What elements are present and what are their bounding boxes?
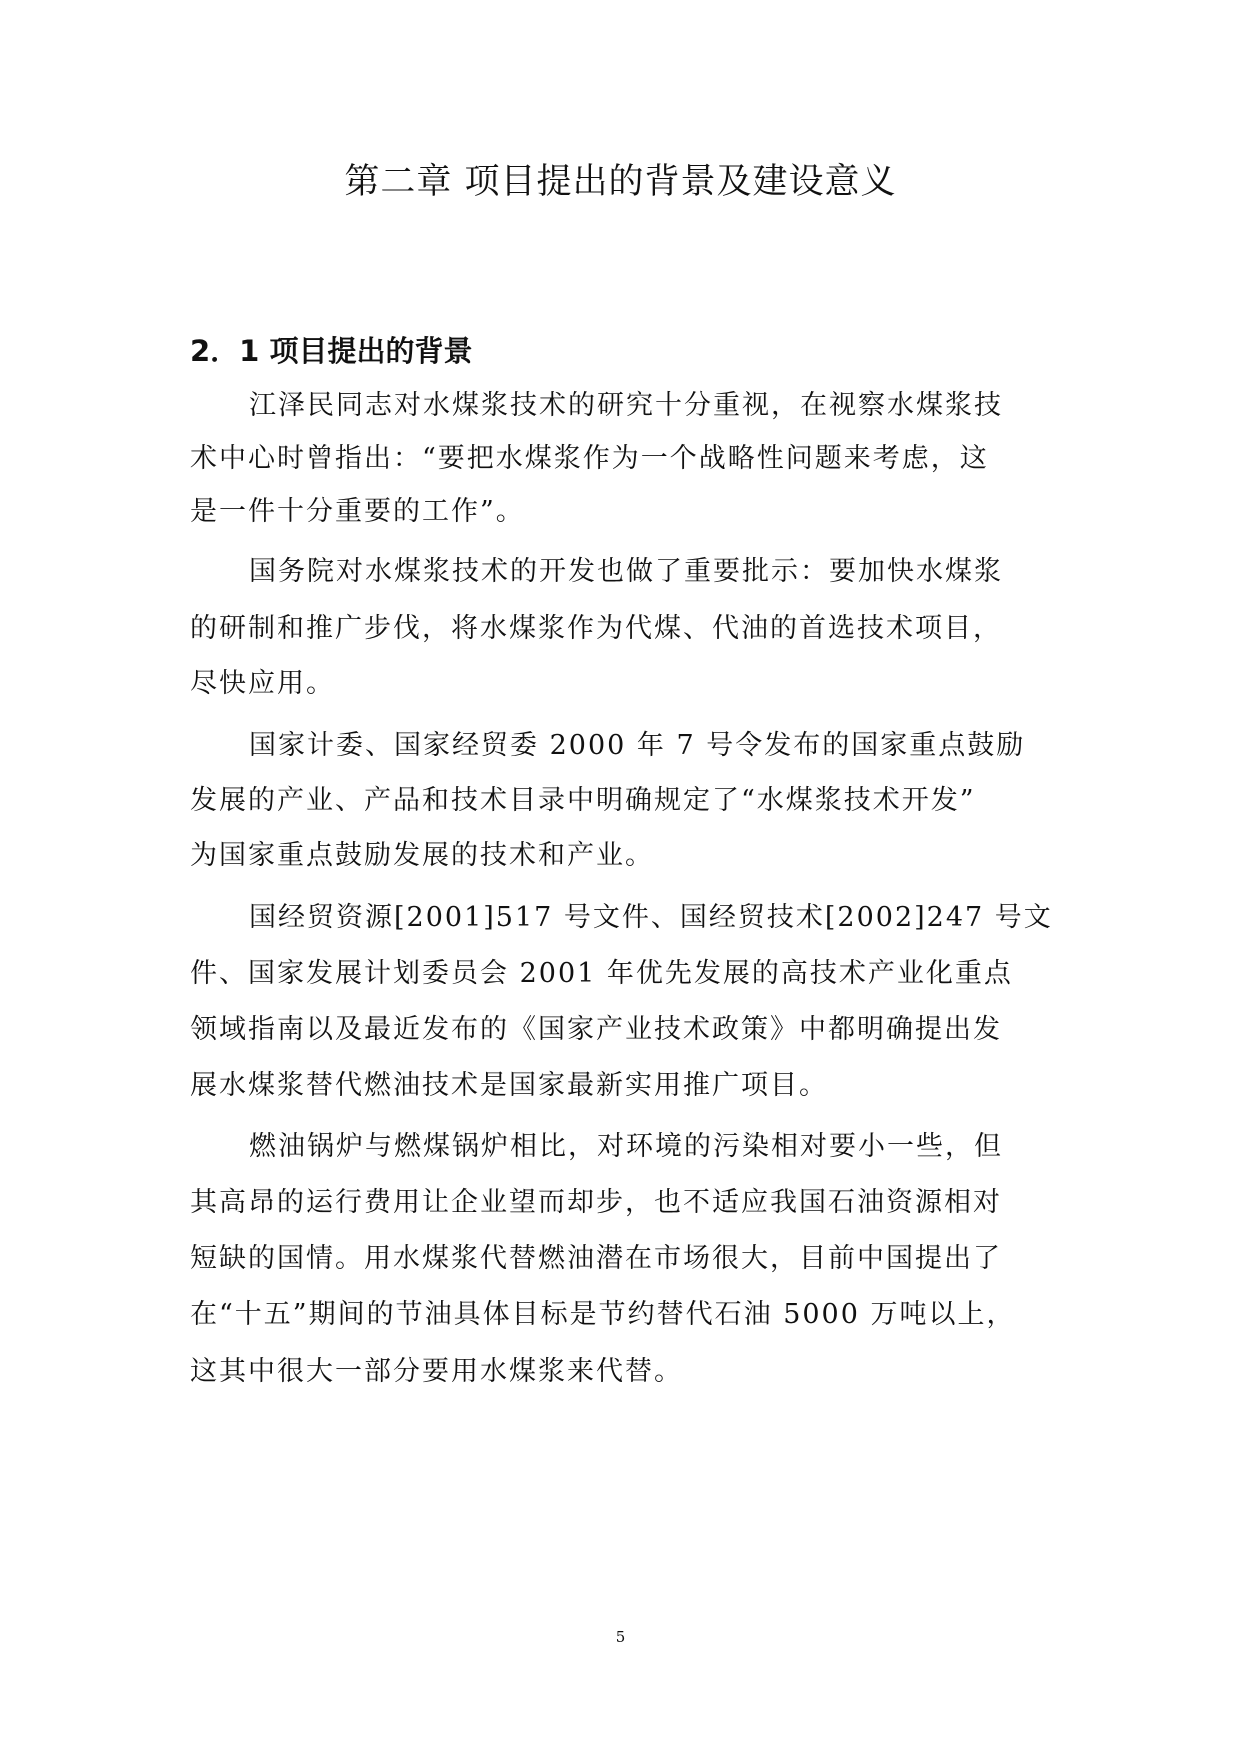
paragraph-5-line-4: 在“十五”期间的节油具体目标是节约替代石油 5000 万吨以上，: [190, 1299, 1016, 1330]
chapter-title: 第二章 项目提出的背景及建设意义: [344, 162, 897, 202]
paragraph-1-line-2: 术中心时曾指出：“要把水煤浆作为一个战略性问题来考虑，这: [190, 443, 989, 474]
paragraph-2-line-3: 尽快应用。: [190, 668, 335, 699]
paragraph-3-line-1: 国家计委、国家经贸委 2000 年 7 号令发布的国家重点鼓励: [249, 730, 1026, 761]
paragraph-5-line-1: 燃油锅炉与燃煤锅炉相比，对环境的污染相对要小一些，但: [249, 1131, 1003, 1162]
paragraph-1-line-1: 江泽民同志对水煤浆技术的研究十分重视，在视察水煤浆技: [249, 390, 1003, 421]
paragraph-4-line-2: 件、国家发展计划委员会 2001 年优先发展的高技术产业化重点: [190, 958, 1013, 989]
paragraph-2-line-1: 国务院对水煤浆技术的开发也做了重要批示：要加快水煤浆: [249, 556, 1003, 587]
paragraph-4-line-4: 展水煤浆替代燃油技术是国家最新实用推广项目。: [190, 1070, 828, 1101]
paragraph-4-line-3: 领域指南以及最近发布的《国家产业技术政策》中都明确提出发: [190, 1014, 1002, 1045]
paragraph-5-line-5: 这其中很大一部分要用水煤浆来代替。: [190, 1356, 683, 1387]
paragraph-3-line-3: 为国家重点鼓励发展的技术和产业。: [190, 840, 654, 871]
paragraph-2-line-2: 的研制和推广步伐，将水煤浆作为代煤、代油的首选技术项目，: [190, 613, 1002, 644]
section-heading: 2．1 项目提出的背景: [190, 334, 473, 368]
paragraph-5-line-3: 短缺的国情。用水煤浆代替燃油潜在市场很大，目前中国提出了: [190, 1243, 1002, 1274]
paragraph-4-line-1: 国经贸资源[2001]517 号文件、国经贸技术[2002]247 号文: [249, 902, 1053, 933]
page-number: 5: [615, 1628, 626, 1646]
paragraph-5-line-2: 其高昂的运行费用让企业望而却步，也不适应我国石油资源相对: [190, 1187, 1002, 1218]
paragraph-1-line-3: 是一件十分重要的工作”。: [190, 496, 525, 527]
paragraph-3-line-2: 发展的产业、产品和技术目录中明确规定了“水煤浆技术开发”: [190, 785, 976, 816]
